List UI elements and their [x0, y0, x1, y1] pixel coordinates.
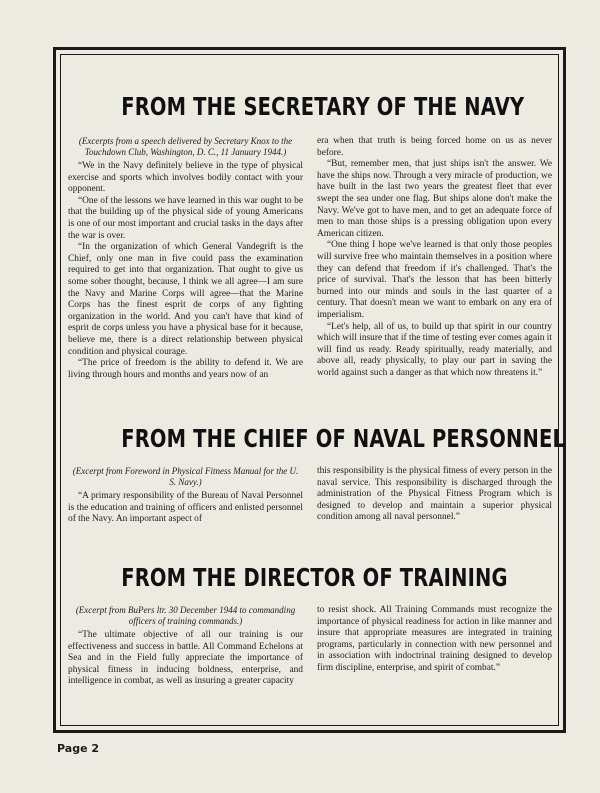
two-column-body [68, 466, 552, 526]
paragraph: “One of the lessons we have learned in this war ought to be that the building up of the physical side of young Americans is one of our most important and crucial tasks in the days after the war is over. [68, 195, 303, 241]
section-heading: FROM THE DIRECTOR OF TRAINING [121, 563, 508, 592]
paragraph-continued: era when that truth is being forced home on us as never before. [317, 136, 552, 158]
paragraph: “The price of freedom is the ability to defend it. We are living through hours and months and years now of an [68, 358, 303, 380]
section-chief-of-naval-personnel [68, 424, 566, 526]
paragraph: “One thing I hope we've learned is that only those peoples will survive free who maintain themselves in a position where they can defend that freedom if it's challenged. That's the price of survival. That's the lesson that has been bitterly burned into our minds and souls in the last quarter of a century. That doesn't mean we want to embark on any era of imperialism. [317, 240, 552, 320]
paragraph: “A primary responsibility of the Bureau of Naval Personnel is the education and training of officers and enlisted personnel of the Navy. An important aspect of [68, 491, 303, 525]
two-column-body [68, 136, 552, 381]
paragraph-continued: to resist shock. All Training Commands must recognize the importance of physical readiness for action in like manner and insure that appropriate measures are integrated in training programs, particularly in connection with new personnel and in association with indoctrinal training designed to develop firm discipline, enterprise, and spirit of combat.” [317, 605, 552, 673]
left-column [68, 136, 303, 381]
paragraph-continued: this responsibility is the physical fitness of every person in the naval service. This responsibility is discharged through the administration of the Physical Fitness Program which is designed to develop and maintain a superior physical condition among all naval personnel.” [317, 466, 552, 523]
paragraph: “We in the Navy definitely believe in the type of physical exercise and sports which involves bodily contact with your opponent. [68, 161, 303, 195]
paragraph: “But, remember men, that just ships isn't the answer. We have the ships now. Through a very miracle of production, we have built in the last two years the greatest fleet that ever swept the sea under one flag. But ships alone don't make the Navy. We've got to have men, and to get an adequate force of men to man those ships is a pressing obligation upon every American citizen. [317, 159, 552, 239]
section-heading: FROM THE CHIEF OF NAVAL PERSONNEL [121, 424, 566, 453]
paragraph: “The ultimate objective of all our training is our effectiveness and success in battle. All Command Echelons at Sea and in the Field fully appreciate the importance of physical fitness in inducing boldness, enterprise, and intelligence in combat, as well as insuring a greater capacity [68, 630, 303, 687]
left-column [68, 605, 303, 688]
section-secretary-of-navy [68, 92, 552, 381]
source-note: (Excerpt from BuPers ltr. 30 December 1944 to commanding officers of training commands.) [75, 605, 296, 626]
page-number: Page 2 [57, 742, 100, 755]
paragraph: “In the organization of which General Vandegrift is the Chief, only one man in five could pass the examination required to get into that organization. That ought to give us some sober thought, because, I think we all agree—I am sure the Navy and Marine Corps will agree—that the Marine Corps has the finest esprit de corps of any fighting organization in the world. And you can't have that kind of esprit de corps unless you have a physical base for it because, believe me, there is a direct relationship between physical condition and physical courage. [68, 242, 303, 357]
left-column [68, 466, 303, 526]
right-column [317, 605, 552, 688]
right-column [317, 136, 552, 381]
section-heading: FROM THE SECRETARY OF THE NAVY [121, 92, 525, 121]
paragraph: “Let's help, all of us, to build up that spirit in our country which will insure that if the time of testing ever comes again it will find us ready. Ready spiritually, ready materially, and above all, ready physically, to play our part in saving the world against such a danger as that which now threatens it.” [317, 321, 552, 378]
two-column-body [68, 605, 552, 688]
source-note: (Excerpt from Foreword in Physical Fitness Manual for the U. S. Navy.) [72, 466, 299, 487]
section-director-of-training [68, 563, 552, 688]
source-note: (Excerpts from a speech delivered by Secretary Knox to the Touchdown Club, Washington, D. C., 11 January 1944.) [78, 136, 293, 157]
right-column [317, 466, 552, 526]
